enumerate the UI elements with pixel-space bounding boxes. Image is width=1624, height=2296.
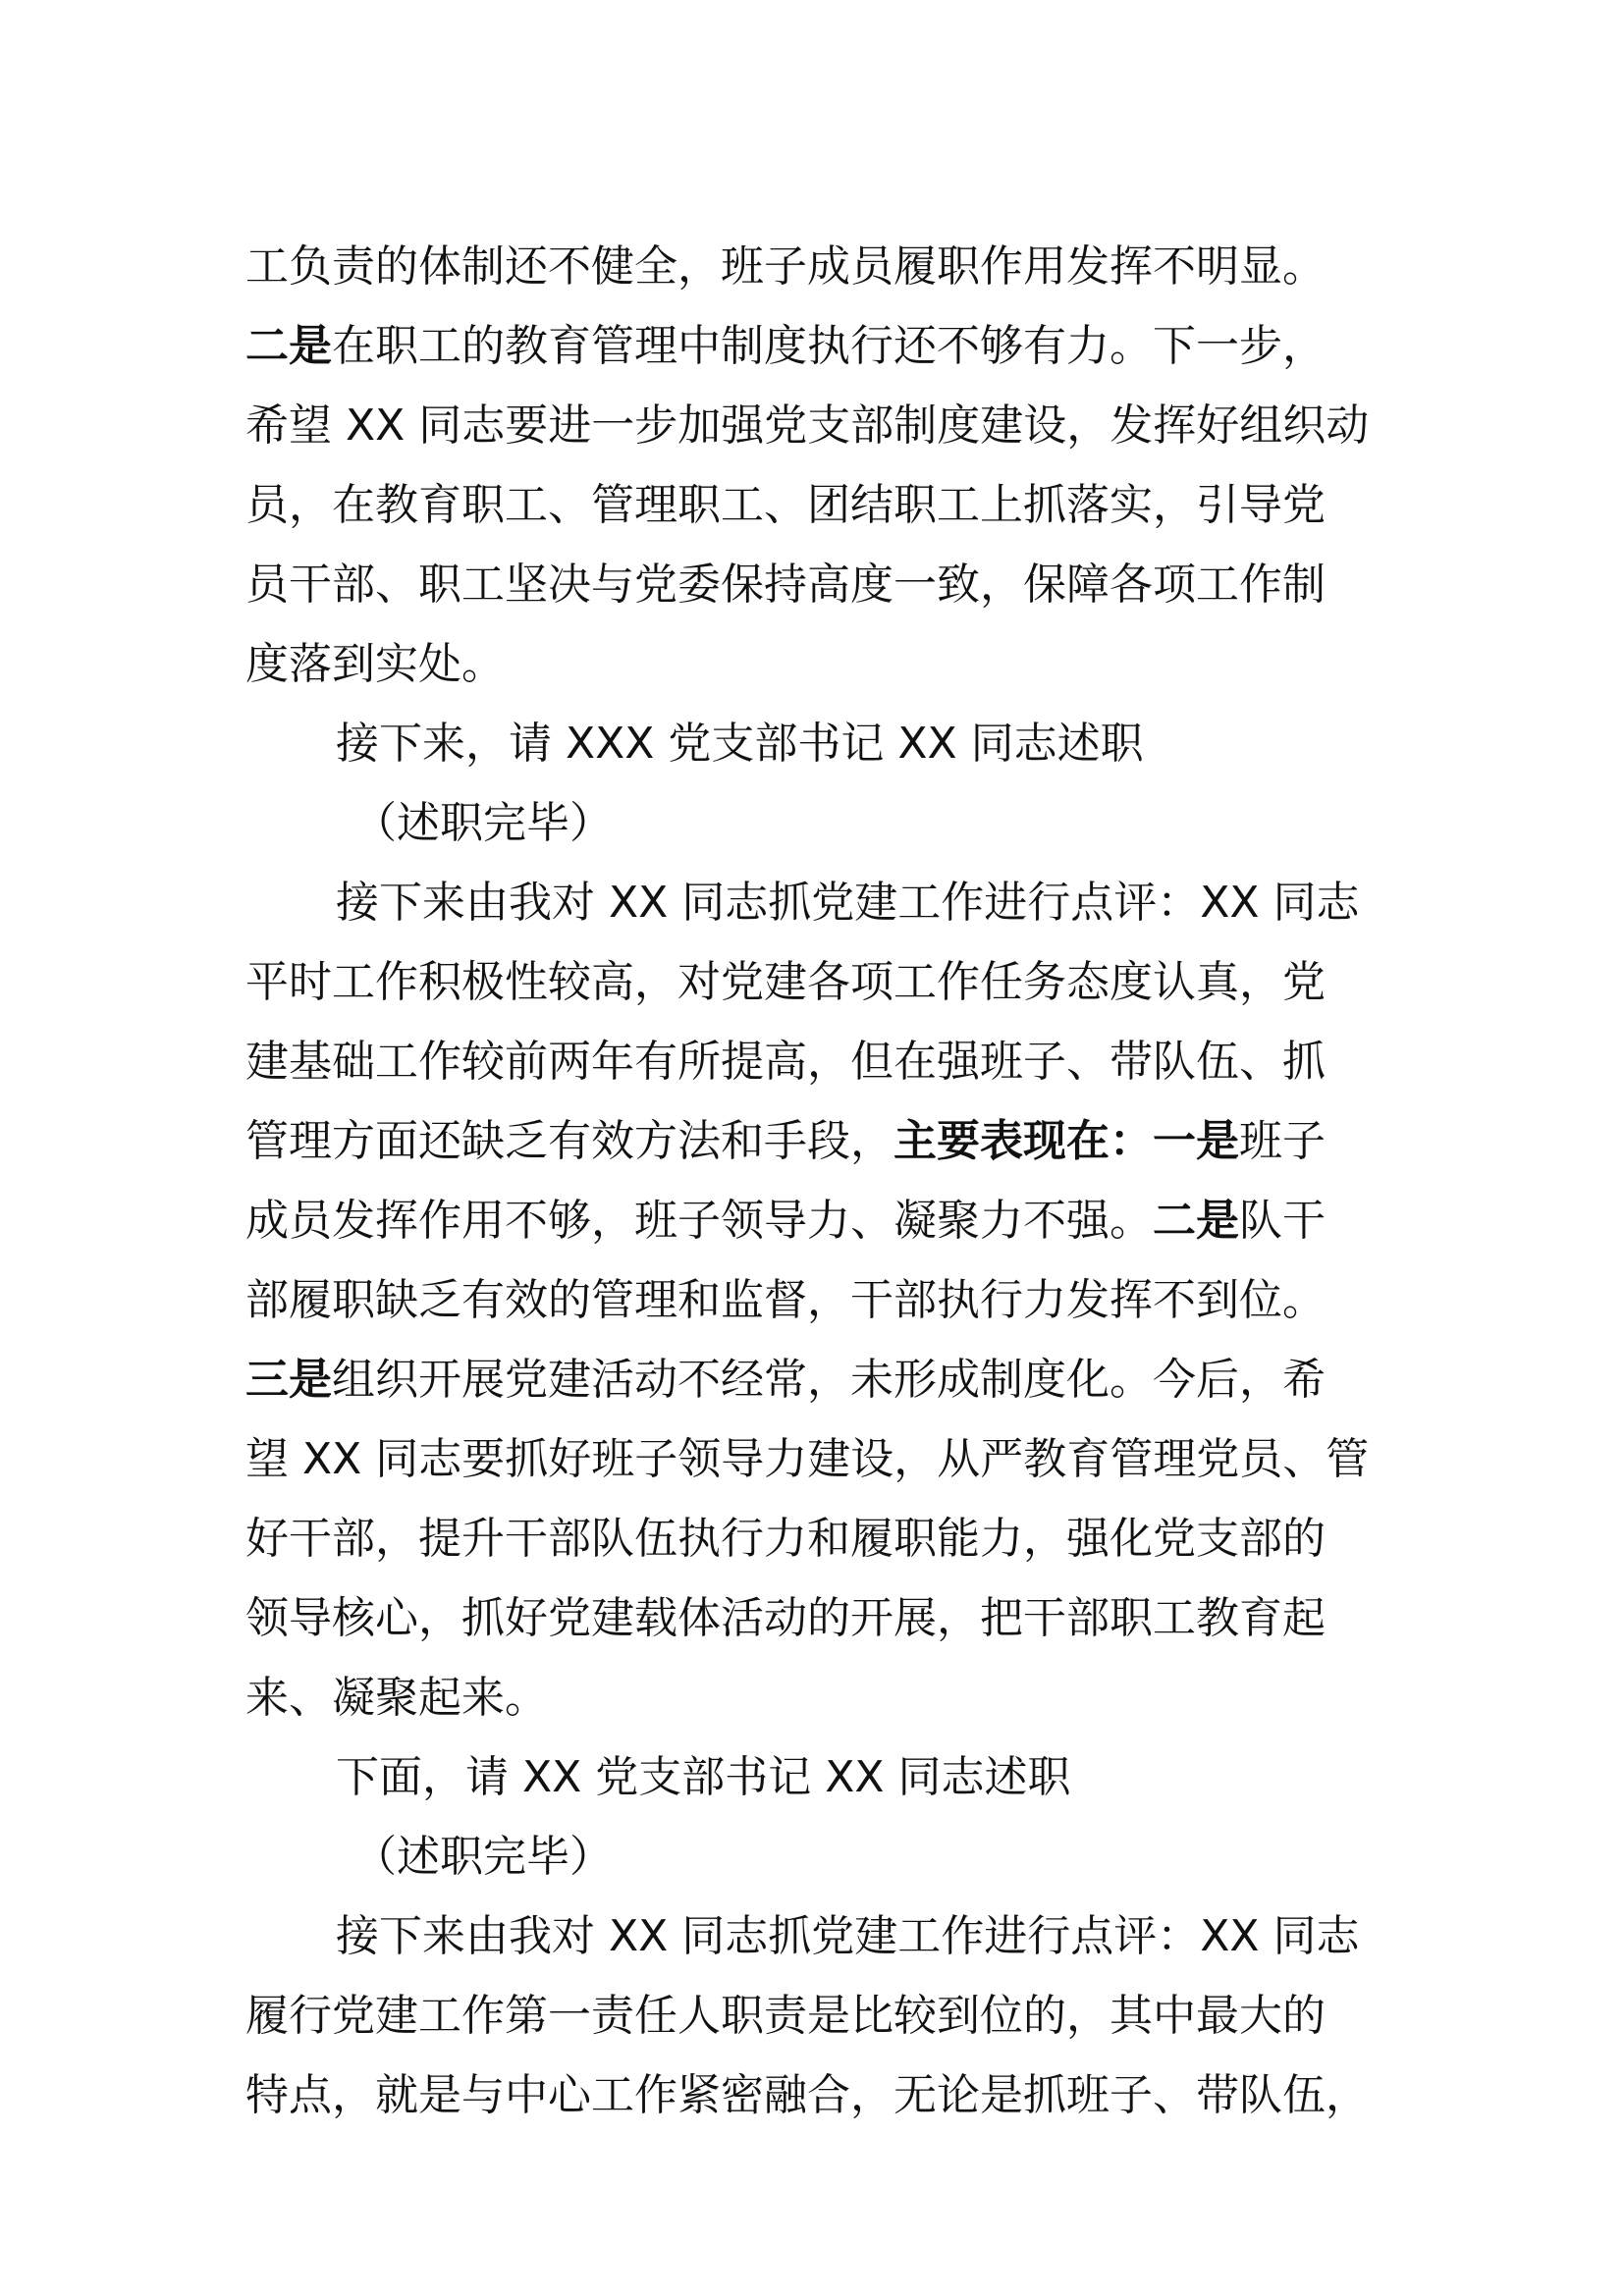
text-line [245,1578,1384,1658]
text-run: （述职完毕） [353,798,613,848]
bold-text-run: 二是 [245,321,332,371]
text-line [245,545,1384,624]
bold-text-run: 主要表现在：一是 [893,1116,1239,1166]
text-run: 接下来由我对 XX 同志抓党建工作进行点评：XX 同志 [336,878,1360,928]
bold-text-run: 二是 [1153,1196,1239,1246]
text-line [245,624,1384,704]
text-line [245,1658,1384,1737]
text-run: 员，在教育职工、管理职工、团结职工上抓落实，引导党 [245,480,1326,530]
text-run: 领导核心，抓好党建载体活动的开展，把干部职工教育起 [245,1593,1326,1643]
paragraph [245,227,1384,306]
text-line [245,783,1384,863]
text-run: 望 XX 同志要抓好班子领导力建设，从严教育管理党员、管 [245,1434,1370,1484]
text-run: 度落到实处。 [245,639,505,689]
text-line [245,2056,1384,2135]
text-run: 希望 XX 同志要进一步加强党支部制度建设，发挥好组织动 [245,400,1370,451]
text-run: （述职完毕） [353,1832,613,1882]
paragraph [245,863,1384,1737]
paragraph [245,1896,1384,2135]
text-line [245,1737,1384,1817]
text-line [245,1976,1384,2056]
text-line [245,386,1384,465]
text-line [245,942,1384,1022]
text-run: 接下来由我对 XX 同志抓党建工作进行点评：XX 同志 [336,1911,1360,1961]
text-run: 建基础工作较前两年有所提高，但在强班子、带队伍、抓 [245,1037,1326,1087]
text-run: 管理方面还缺乏有效方法和手段， [245,1116,893,1166]
text-line [245,1896,1384,1976]
text-line [245,306,1384,386]
text-run: 来、凝聚起来。 [245,1673,548,1723]
text-line [245,1181,1384,1260]
bold-text-run: 三是 [245,1355,332,1405]
text-line [245,1817,1384,1896]
text-line [245,1499,1384,1578]
text-run: 工负责的体制还不健全，班子成员履职作用发挥不明显。 [245,241,1326,292]
text-line [245,1101,1384,1181]
text-run: 好干部，提升干部队伍执行力和履职能力，强化党支部的 [245,1514,1326,1564]
text-line [245,1340,1384,1419]
document-body [245,227,1384,2135]
text-line [245,1419,1384,1499]
text-run: 班子 [1239,1116,1326,1166]
text-line [245,465,1384,545]
text-line [245,227,1384,306]
paragraph [245,783,1384,863]
text-line [245,1260,1384,1340]
text-run: 履行党建工作第一责任人职责是比较到位的，其中最大的 [245,1991,1326,2041]
paragraph [245,1817,1384,1896]
text-line [245,863,1384,942]
text-run: 部履职缺乏有效的管理和监督，干部执行力发挥不到位。 [245,1275,1326,1325]
text-run: 组织开展党建活动不经常，未形成制度化。今后，希 [332,1355,1326,1405]
paragraph [245,1737,1384,1817]
text-run: 下面，请 XX 党支部书记 XX 同志述职 [336,1752,1071,1802]
text-line [245,704,1384,783]
text-run: 接下来，请 XXX 党支部书记 XX 同志述职 [336,719,1144,769]
paragraph [245,704,1384,783]
text-line [245,1022,1384,1101]
text-run: 成员发挥作用不够，班子领导力、凝聚力不强。 [245,1196,1153,1246]
text-run: 平时工作积极性较高，对党建各项工作任务态度认真，党 [245,957,1326,1007]
paragraph [245,306,1384,704]
text-run: 员干部、职工坚决与党委保持高度一致，保障各项工作制 [245,560,1326,610]
text-run: 队干 [1239,1196,1326,1246]
text-run: 特点，就是与中心工作紧密融合，无论是抓班子、带队伍， [245,2070,1369,2120]
text-run: 在职工的教育管理中制度执行还不够有力。下一步， [332,321,1326,371]
